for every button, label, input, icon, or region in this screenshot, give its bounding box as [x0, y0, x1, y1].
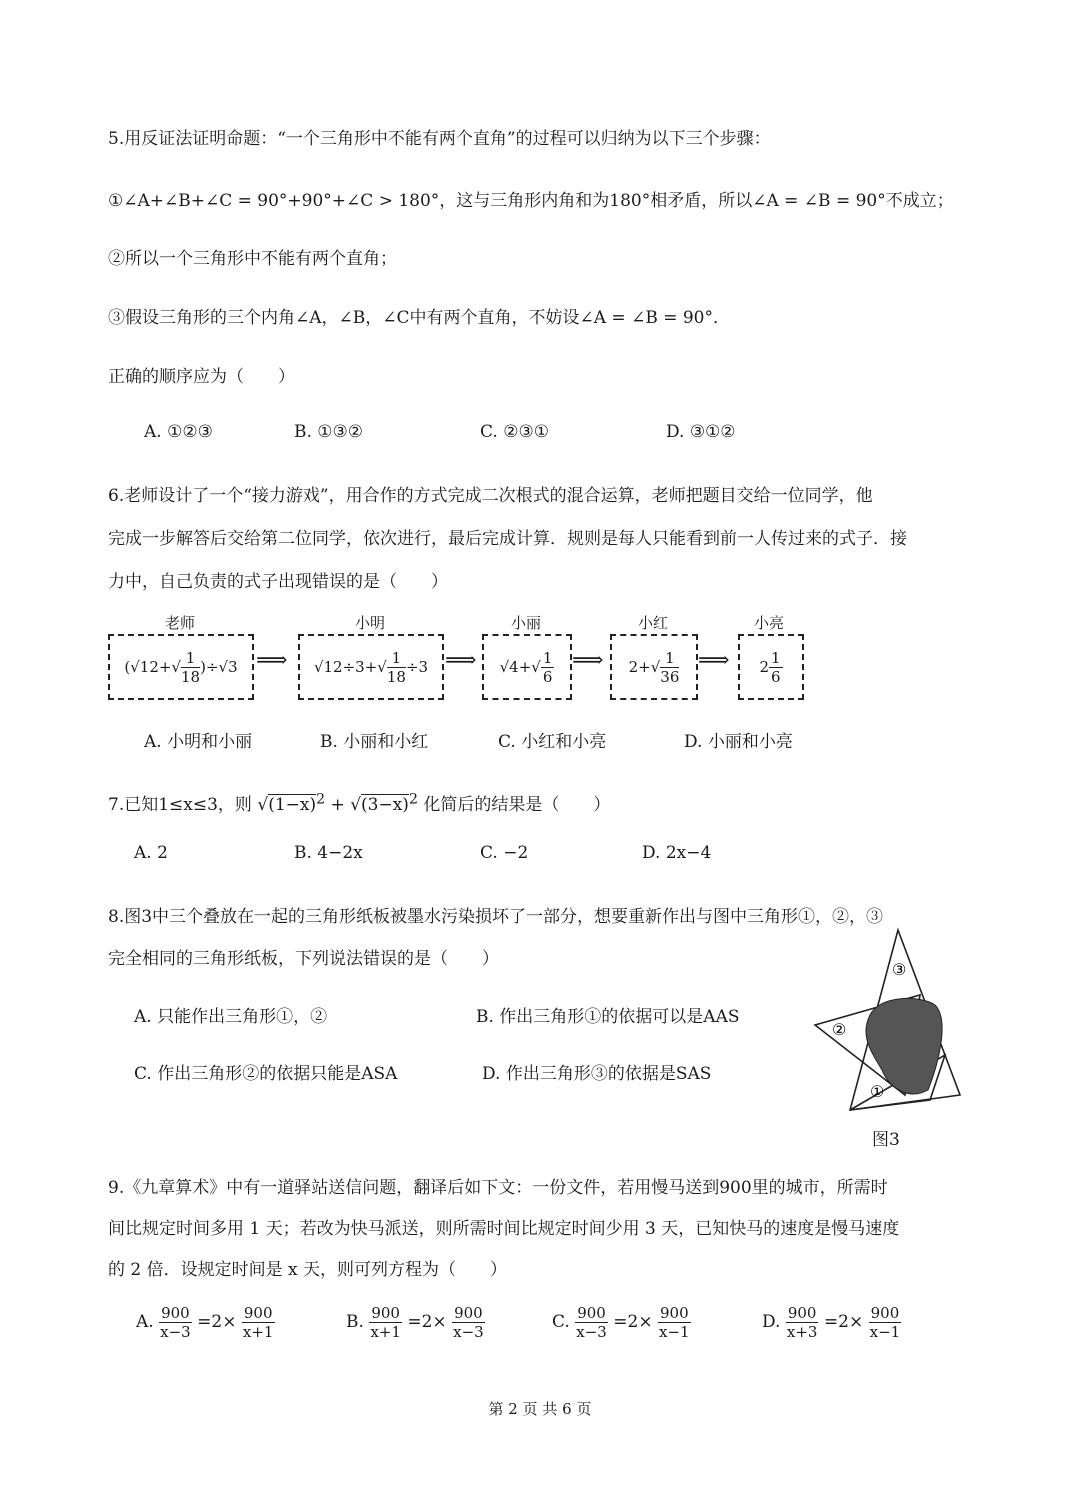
li-frac-num: 1 [542, 648, 553, 667]
q9-option-a [136, 1304, 275, 1341]
q8-line1: 8.图3中三个叠放在一起的三角形纸板被墨水污染损坏了一部分，想要重新作出与图中三角形①，②，③ [108, 907, 884, 927]
q5-option-c: C. ②③① [480, 422, 549, 442]
ming-expr-plus: + [364, 658, 378, 676]
ming-frac-num: 1 [387, 649, 406, 668]
teacher-expr-paren-open: ( [124, 658, 131, 676]
q9-d-n2: 900 [870, 1304, 900, 1322]
q9-option-d [762, 1304, 901, 1341]
teacher-expr-plus: + [158, 658, 172, 676]
teacher-expr-sqrt-glyph: √ [171, 658, 182, 676]
q9-b-d2: x−3 [453, 1323, 484, 1341]
q9-line3: 的 2 倍．设规定时间是 x 天，则可列方程为（ ） [108, 1260, 508, 1280]
arrow-2: ⟹ [445, 648, 477, 673]
teacher-expr-fraction [181, 649, 200, 686]
q7-radicand-2: (3−x) [361, 795, 409, 815]
q7-radical-1: $√(1-x)^2$ [257, 791, 326, 815]
q9-c-n2: 900 [659, 1304, 689, 1322]
q9-a-d1: x−3 [160, 1323, 191, 1341]
q9-b-label: B. [346, 1312, 364, 1332]
li-expr-plus: + [518, 658, 532, 676]
q7-option-b: B. 4−2x [294, 843, 363, 863]
q5-step3: ③假设三角形的三个内角∠A，∠B，∠C中有两个直角，不妨设∠A = ∠B = 90°． [108, 308, 731, 328]
q7-stem [108, 790, 610, 815]
li-expr-fraction [541, 649, 555, 686]
q9-c-label: C. [552, 1312, 570, 1332]
q7-radicand-1: (1−x) [268, 795, 317, 815]
q9-c-d1: x−3 [576, 1323, 607, 1341]
q9-a-n2: 900 [243, 1304, 273, 1322]
q9-a-d2: x+1 [242, 1323, 274, 1341]
teacher-expression-box [108, 634, 254, 700]
q9-b-d1: x+1 [370, 1323, 401, 1341]
q9-d-d1: x+3 [786, 1323, 818, 1341]
q6-option-c: C. 小红和小亮 [498, 732, 607, 752]
xiaoming-expression-box [298, 634, 444, 700]
arrow-3: ⟹ [572, 648, 604, 673]
q9-c-frac1 [575, 1304, 608, 1341]
q5-option-a: A. ①②③ [144, 422, 213, 442]
figure-label-2: ② [832, 1020, 847, 1039]
q8-option-b: B. 作出三角形①的依据可以是AAS [476, 1007, 740, 1027]
q6-option-b: B. 小丽和小红 [320, 732, 429, 752]
q9-a-mid: =2× [197, 1312, 237, 1332]
q5-step2: ②所以一个三角形中不能有两个直角； [108, 249, 397, 269]
q9-a-frac2 [242, 1304, 275, 1341]
arrow-1: ⟹ [256, 648, 288, 673]
label-xiaoming: 小明 [354, 614, 385, 632]
q9-b-n1: 900 [371, 1304, 400, 1322]
q7-option-d: D. 2x−4 [642, 843, 712, 863]
li-expr-a: √4 [499, 658, 519, 676]
q7-square-1: 2 [316, 791, 326, 808]
ming-expr-tail: ÷3 [405, 658, 429, 676]
q8-option-a: A. 只能作出三角形①，② [134, 1007, 328, 1027]
q7-plus: + [330, 795, 345, 815]
q9-b-n2: 900 [454, 1304, 483, 1322]
q7-radical-2: $√(3-x)^2$ [350, 791, 418, 815]
q9-d-d2: x−1 [869, 1323, 901, 1341]
q9-a-frac1 [159, 1304, 192, 1341]
li-expr-sqrt-glyph: √ [531, 658, 541, 676]
ming-expr-sqrt-glyph: √ [377, 658, 387, 676]
arrow-4: ⟹ [698, 648, 730, 673]
q5-step1: ①∠A+∠B+∠C = 90°+90°+∠C > 180°，这与三角形内角和为180°相矛盾，所以∠A = ∠B = 90°不成立； [108, 191, 954, 211]
q9-line1: 9.《九章算术》中有一道驿站送信问题，翻译后如下文：一份文件，若用慢马送到900里的城市，所需时 [108, 1178, 888, 1198]
li-frac-den: 6 [542, 667, 553, 686]
q7-square-2: 2 [408, 791, 418, 808]
q9-b-mid: =2× [407, 1312, 447, 1332]
q9-option-c [552, 1304, 691, 1341]
label-xiaoliang: 小亮 [753, 614, 784, 632]
q6-line2: 完成一步解答后交给第二位同学，依次进行，最后完成计算．规则是每人只能看到前一人传过来的式子．接 [108, 529, 907, 549]
liang-frac-num: 1 [771, 648, 781, 667]
xiaoli-expression-box [482, 634, 572, 700]
hong-frac-num: 1 [660, 649, 679, 668]
liang-expr-whole: 2 [759, 658, 769, 676]
page-footer: 第 2 页 共 6 页 [488, 1400, 592, 1418]
xiaohong-expression-box [610, 634, 698, 700]
figure-3-triangles [810, 925, 980, 1115]
q9-c-frac2 [658, 1304, 691, 1341]
q7-option-c: C. −2 [480, 843, 529, 863]
q9-a-label: A. [136, 1312, 154, 1332]
q7-stem-post: 化简后的结果是（ ） [423, 795, 611, 815]
teacher-expr-paren-close: ) [200, 658, 206, 676]
q9-option-b [346, 1304, 485, 1341]
teacher-frac-num: 1 [181, 649, 200, 668]
q6-line3: 力中，自己负责的式子出现错误的是（ ） [108, 572, 448, 592]
hong-expr-a: 2+ [628, 658, 651, 676]
q5-option-b: B. ①③② [294, 422, 364, 442]
ming-expr-a: √12÷3 [313, 658, 365, 676]
ming-frac-den: 18 [386, 667, 406, 686]
q9-line2: 间比规定时间多用 1 天；若改为快马派送，则所需时间比规定时间少用 3 天，已知快马的速度是慢马速度 [108, 1219, 900, 1239]
hong-frac-den: 36 [660, 667, 680, 686]
q6-option-a: A. 小明和小丽 [144, 732, 253, 752]
q9-a-n1: 900 [161, 1304, 190, 1322]
teacher-frac-den: 18 [181, 667, 201, 686]
q6-option-d: D. 小丽和小亮 [684, 732, 793, 752]
q9-c-n1: 900 [577, 1304, 606, 1322]
q8-line2: 完全相同的三角形纸板，下列说法错误的是（ ） [108, 949, 499, 969]
q9-d-frac2 [869, 1304, 902, 1341]
q8-option-c: C. 作出三角形②的依据只能是ASA [134, 1064, 398, 1084]
liang-frac-den: 6 [771, 667, 781, 686]
q9-d-frac1 [786, 1304, 819, 1341]
q8-option-d: D. 作出三角形③的依据是SAS [482, 1064, 712, 1084]
xiaoliang-expression-box [738, 634, 804, 700]
q6-line1: 6.老师设计了一个“接力游戏”，用合作的方式完成二次根式的混合运算，老师把题目交给一位同学，他 [108, 486, 873, 506]
q9-c-mid: =2× [613, 1312, 653, 1332]
q9-c-d2: x−1 [659, 1323, 690, 1341]
ink-blot [866, 998, 942, 1093]
label-teacher: 老师 [164, 614, 195, 632]
hong-expr-sqrt-glyph: √ [650, 658, 661, 676]
q9-d-mid: =2× [823, 1312, 864, 1332]
figure-label-1: ① [870, 1082, 885, 1101]
ming-expr-fraction [387, 649, 406, 686]
q7-stem-pre: 7.已知1≤x≤3，则 [108, 795, 252, 815]
label-xiaoli: 小丽 [510, 614, 541, 632]
q7-option-a: A. 2 [134, 843, 168, 863]
q9-d-n1: 900 [787, 1304, 817, 1322]
teacher-expr-sqrt12: √12 [130, 658, 159, 676]
q5-option-d: D. ③①② [666, 422, 736, 442]
figure-3-caption: 图3 [872, 1130, 900, 1150]
q9-b-frac2 [452, 1304, 485, 1341]
q5-ask: 正确的顺序应为（ ） [108, 367, 295, 387]
liang-expr-fraction [769, 649, 783, 686]
q9-d-label: D. [762, 1312, 781, 1332]
q5-stem: 5.用反证法证明命题：“一个三角形中不能有两个直角”的过程可以归纳为以下三个步骤： [108, 129, 771, 149]
q9-b-frac1 [369, 1304, 402, 1341]
label-xiaohong: 小红 [637, 614, 668, 632]
hong-expr-fraction [660, 649, 679, 686]
figure-label-3: ③ [892, 960, 907, 979]
teacher-expr-div: ÷√3 [205, 658, 238, 676]
